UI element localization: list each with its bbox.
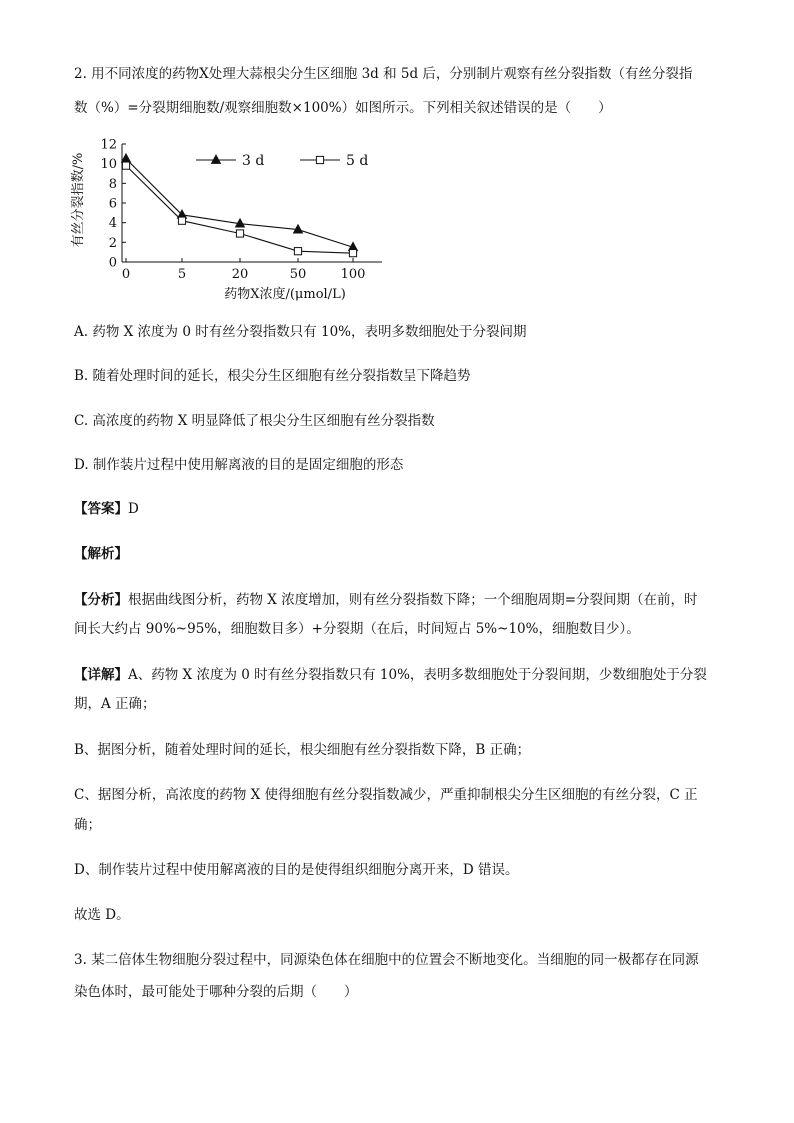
xiangjie-a-text1: A、药物 X 浓度为 0 时有丝分裂指数只有 10%，表明多数细胞处于分裂间期，少数细胞处于分裂 [128,667,707,683]
x-tick-label: 0 [121,267,131,282]
option-a: A. 药物 X 浓度为 0 时有丝分裂指数只有 10%，表明多数细胞处于分裂间期 [74,324,527,340]
option-c: C. 高浓度的药物 X 明显降低了根尖分生区细胞有丝分裂指数 [74,413,435,429]
y-tick-label: 8 [108,176,117,192]
xiangjie-label: 【详解】 [74,667,128,683]
answer-label: 【答案】 [74,501,128,517]
option-b: B. 随着处理时间的延长，根尖分生区细胞有丝分裂指数呈下降趋势 [74,368,471,384]
q3-stem-line1: 3. 某二倍体生物细胞分裂过程中，同源染色体在细胞中的位置会不断地变化。当细胞的同一极都存在同源 [74,952,699,968]
data-point [122,162,129,169]
data-point [294,248,301,255]
y-tick-label: 12 [100,137,117,153]
q2-stem-line1: 2. 用不同浓度的药物Ⅹ处理大蒜根尖分生区细胞 3d 和 5d 后，分别制片观察有丝分裂指数（有丝分裂指 [74,66,693,82]
x-tick-label: 5 [177,267,187,282]
xiangjie-c-line1: C、据图分析，高浓度的药物 X 使得细胞有丝分裂指数减少，严重抑制根尖分生区细胞的有丝分裂，C 正 [74,787,698,803]
y-tick-label: 6 [108,196,117,212]
answer-value: D [128,501,139,517]
data-point [349,250,356,257]
analysis-label: 【解析】 [74,546,128,562]
answer-line [74,499,734,519]
legend-marker [211,155,220,164]
data-point [121,154,130,163]
x-tick-label: 100 [340,267,366,282]
xiangjie-line1 [74,665,734,685]
xiangjie-b: B、据图分析，随着处理时间的延长，根尖细胞有丝分裂指数下降，B 正确； [74,742,531,758]
x-tick-label: 20 [231,267,249,282]
fenxi-text1: 根据曲线图分析，药物 X 浓度增加，则有丝分裂指数下降；一个细胞周期=分裂间期（在前，时 [128,592,698,608]
xiangjie-c-line2: 确； [74,817,101,833]
conclusion: 故选 D。 [74,907,130,923]
chart-xlabel: 药物X浓度/(μmol/L) [224,287,346,302]
y-tick-label: 4 [108,216,117,232]
data-point [236,230,243,237]
data-point [178,217,185,224]
legend-label: 5 d [346,153,369,169]
y-tick-label: 2 [108,235,117,251]
legend-label: 3 d [242,153,265,169]
xiangjie-a-line2: 期，A 正确； [74,696,156,712]
q3-stem-line2: 染色体时，最可能处于哪种分裂的后期（ ） [74,984,358,1000]
chart-marks [121,153,368,257]
x-tick-label: 50 [289,267,307,282]
mitotic-index-chart [60,130,390,305]
fenxi-label: 【分析】 [74,592,128,608]
fenxi-line2: 间长大约占 90%~95%，细胞数目多）+分裂期（在后，时间短占 5%~10%，细胞数目少）。 [74,621,640,637]
option-d: D. 制作装片过程中使用解离液的目的是固定细胞的形态 [74,457,404,473]
chart-ylabel: 有丝分裂指数/% [71,152,86,248]
y-tick-label: 10 [100,157,117,173]
series-line [126,166,353,254]
legend-marker [316,156,323,163]
q2-stem-line2: 数（%）=分裂期细胞数/观察细胞数×100%）如图所示。下列相关叙述错误的是（ ） [74,100,612,116]
fenxi-line1 [74,590,734,610]
y-tick-label: 0 [108,255,117,271]
xiangjie-d: D、制作装片过程中使用解离液的目的是使得组织细胞分离开来，D 错误。 [74,862,519,878]
